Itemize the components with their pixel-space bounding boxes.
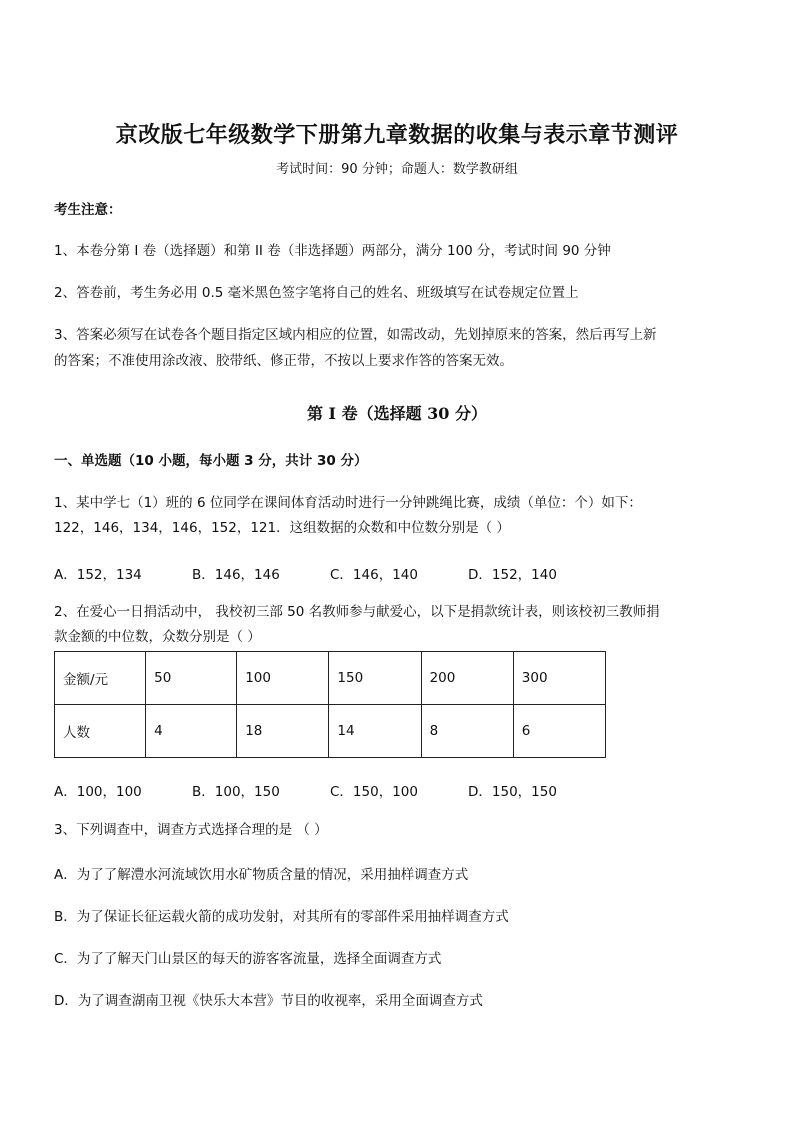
notice-item-1: 1、本卷分第 I 卷（选择题）和第 II 卷（非选择题）两部分，满分 100 分，考试时间 90 分钟 (54, 243, 611, 259)
table-cell: 8 (421, 705, 513, 758)
page-title: 京改版七年级数学下册第九章数据的收集与表示章节测评 (115, 122, 679, 148)
notice-item-2: 2、答卷前，考生务必用 0.5 毫米黑色签字笔将自己的姓名、班级填写在试卷规定位置上 (54, 285, 579, 301)
part-heading: 一、单选题（10 小题，每小题 3 分，共计 30 分） (54, 453, 368, 469)
table-cell: 金额/元 (55, 652, 146, 705)
notice-item-3-cont: 的答案；不准使用涂改液、胶带纸、修正带，不按以上要求作答的答案无效。 (54, 353, 513, 369)
exam-info: 考试时间：90 分钟；命题人：数学教研组 (276, 162, 518, 177)
question-1-option-d[interactable]: D．152，140 (468, 567, 557, 583)
question-2-option-a[interactable]: A．100，100 (54, 784, 142, 800)
table-cell: 6 (513, 705, 605, 758)
question-3-option-a[interactable]: A．为了了解澧水河流域饮用水矿物质含量的情况，采用抽样调查方式 (54, 867, 469, 883)
question-2-line-2: 款金额的中位数，众数分别是（ ） (54, 629, 261, 645)
donation-table (54, 651, 606, 758)
question-3-option-b[interactable]: B．为了保证长征运载火箭的成功发射，对其所有的零部件采用抽样调查方式 (54, 909, 509, 925)
question-3-option-c[interactable]: C．为了了解天门山景区的每天的游客客流量，选择全面调查方式 (54, 951, 442, 967)
table-cell: 14 (329, 705, 421, 758)
section-title: 第 I 卷（选择题 30 分） (306, 404, 488, 423)
table-cell: 人数 (55, 705, 146, 758)
notice-heading: 考生注意： (54, 202, 122, 218)
table-row-amount (55, 652, 606, 705)
table-cell: 100 (237, 652, 329, 705)
table-cell: 200 (421, 652, 513, 705)
table-row-count (55, 705, 606, 758)
table-cell: 150 (329, 652, 421, 705)
table-cell: 4 (146, 705, 237, 758)
question-1-option-c[interactable]: C．146，140 (330, 567, 418, 583)
question-1-line-2: 122，146，134，146，152，121．这组数据的众数和中位数分别是（ ） (54, 520, 510, 536)
question-2-option-b[interactable]: B．100，150 (192, 784, 280, 800)
question-1-option-a[interactable]: A．152，134 (54, 567, 142, 583)
question-3-line-1: 3、下列调查中，调查方式选择合理的是 （ ） (54, 822, 328, 838)
table-cell: 50 (146, 652, 237, 705)
table-cell: 300 (513, 652, 605, 705)
question-1-option-b[interactable]: B．146，146 (192, 567, 280, 583)
question-2-line-1: 2、在爱心一日捐活动中， 我校初三部 50 名教师参与献爱心，以下是捐款统计表，则该校初三教师捐 (54, 604, 660, 620)
question-3-option-d[interactable]: D．为了调查湖南卫视《快乐大本营》节目的收视率，采用全面调查方式 (54, 993, 483, 1009)
table-cell: 18 (237, 705, 329, 758)
notice-item-3: 3、答案必须写在试卷各个题目指定区域内相应的位置，如需改动，先划掉原来的答案，然后再写上新 (54, 327, 657, 343)
question-2-option-d[interactable]: D．150，150 (468, 784, 557, 800)
question-1-line-1: 1、某中学七（1）班的 6 位同学在课间体育活动时进行一分钟跳绳比赛，成绩（单位：个）如下： (54, 495, 642, 511)
question-2-option-c[interactable]: C．150，100 (330, 784, 418, 800)
